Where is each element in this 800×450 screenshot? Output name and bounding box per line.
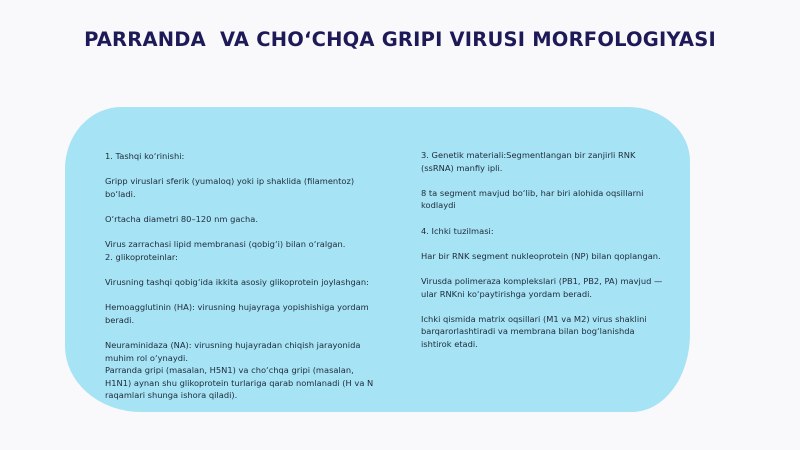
right-column bbox=[421, 149, 666, 351]
glycoprotein-intro-text: Virusning tashqi qobig‘ida ikkita asosiy glikoprotein joylashgan: bbox=[105, 276, 369, 287]
naming-text: Parranda gripi (masalan, H5N1) va cho‘chqa gripi (masalan, H1N1) aynan shu glikoprotein turlariga qarab nomlanadi (H va N raqamlari shunga ishora qiladi). bbox=[105, 365, 374, 401]
section-heading-appearance: 1. Tashqi ko‘rinishi: bbox=[105, 151, 185, 161]
shape-text: Gripp viruslari sferik (yumaloq) yoki ip shaklida (filamentoz) bo‘ladi. bbox=[105, 176, 355, 199]
membrane-text: Virus zarrachasi lipid membranasi (qobig‘i) bilan o‘ralgan. bbox=[105, 239, 346, 250]
polymerase-text: Virusda polimeraza komplekslari (PB1, PB2, PA) mavjud — ular RNKni ko‘paytirishga yordam beradi. bbox=[421, 275, 663, 299]
left-column bbox=[105, 150, 380, 402]
section-heading-genetic-material: 3. Genetik materiali:Segmentlangan bir zanjirli RNK (ssRNA) manfiy ipli. bbox=[421, 150, 636, 173]
neuraminidase-text: Neuraminidaza (NA): virusning hujayradan chiqish jarayonida muhim rol o‘ynaydi. bbox=[105, 339, 361, 363]
slide-title: PARRANDA VA CHO‘CHQA GRIPI VIRUSI MORFOLOGIYASI bbox=[84, 28, 716, 51]
hemagglutinin-text: Hemoagglutinin (HA): virusning hujayraga yopishishiga yordam beradi. bbox=[105, 302, 369, 325]
nucleoprotein-text: Har bir RNK segment nukleoprotein (NP) bilan qoplangan. bbox=[421, 250, 661, 261]
matrix-protein-text: Ichki qismida matrix oqsillari (M1 va M2) virus shaklini barqarorlashtiradi va membrana bilan bog‘lanishda ishtirok etadi. bbox=[421, 313, 647, 349]
section-heading-glycoproteins: 2. glikoproteinlar: bbox=[105, 251, 178, 262]
section-heading-internal-structure: 4. Ichki tuzilmasi: bbox=[421, 225, 494, 236]
content-panel bbox=[65, 107, 690, 412]
diameter-text: O‘rtacha diametri 80–120 nm gacha. bbox=[105, 213, 258, 224]
segments-text: 8 ta segment mavjud bo‘lib, har biri alohida oqsillarni kodlaydi bbox=[421, 187, 644, 211]
